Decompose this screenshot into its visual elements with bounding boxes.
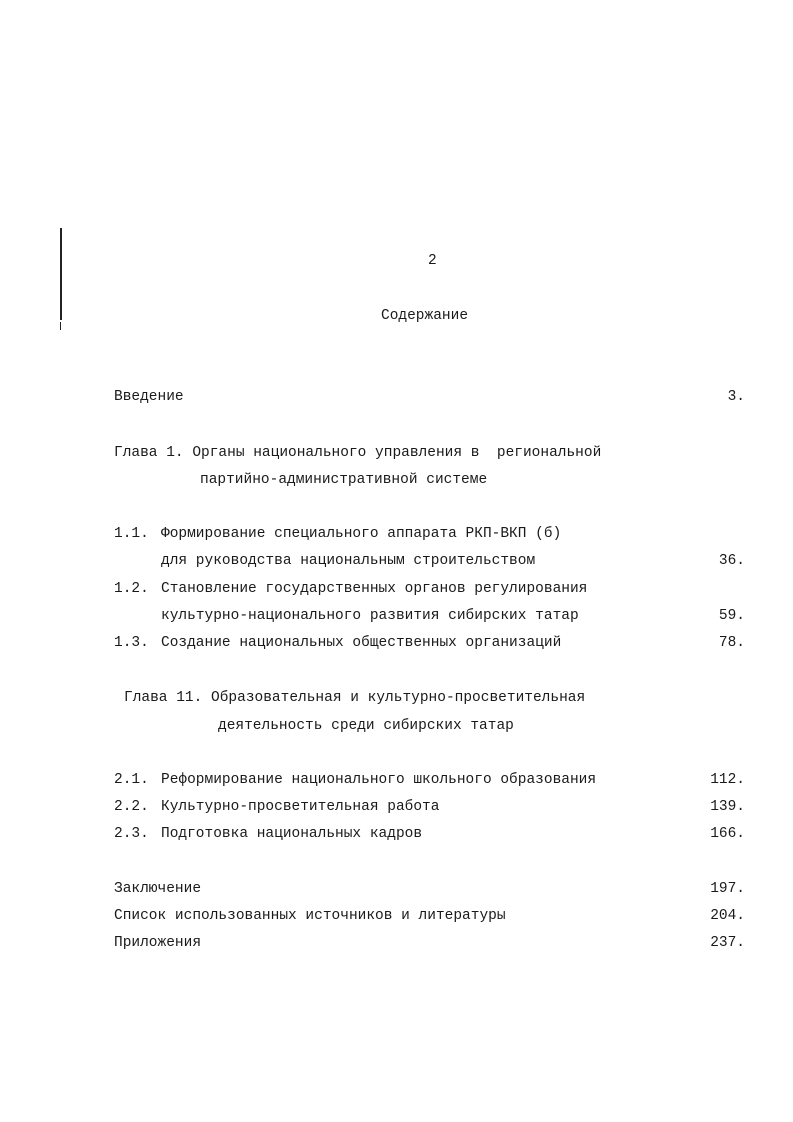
page-number: 2 [428, 253, 437, 269]
toc-intro-page: 3. [727, 389, 745, 405]
toc-intro-label: Введение [114, 389, 184, 405]
toc-item-number: 2.1. [114, 772, 149, 788]
toc-item-title: Культурно-просветительная работа [161, 799, 440, 815]
toc-sources-label: Список использованных источников и литературы [114, 908, 506, 924]
toc-item-title: Подготовка национальных кадров [161, 826, 423, 842]
toc-item-page: 36. [718, 553, 745, 569]
chapter2-title: Глава 11. Образовательная и культурно-просветительная [124, 690, 586, 706]
toc-item-page: 166. [710, 826, 745, 842]
toc-item-number: 1.1. [114, 526, 149, 542]
chapter1-title: Глава 1. Органы национального управления в региональной [114, 445, 602, 461]
chapter2-title-cont: деятельность среди сибирских татар [218, 718, 514, 734]
toc-conclusion-page: 197. [710, 881, 745, 897]
toc-conclusion-label: Заключение [114, 881, 202, 897]
toc-item-page: 139. [710, 799, 745, 815]
toc-item-page: 112. [710, 772, 745, 788]
toc-item-title: Реформирование национального школьного образования [161, 772, 597, 788]
margin-mark-small [60, 322, 61, 330]
toc-item-title: Становление государственных органов регулирования [161, 581, 588, 597]
toc-item-page: 59. [718, 608, 745, 624]
toc-item-number: 1.2. [114, 581, 149, 597]
margin-mark [60, 228, 62, 320]
toc-item-title-cont: для руководства национальным строительством [161, 553, 536, 569]
toc-item-title-cont: культурно-национального развития сибирских татар [161, 608, 579, 624]
chapter1-title-cont: партийно-административной системе [200, 472, 488, 488]
toc-item-number: 1.3. [114, 635, 149, 651]
toc-item-title: Создание национальных общественных организаций [161, 635, 562, 651]
toc-item-page: 78. [718, 635, 745, 651]
toc-sources-page: 204. [710, 908, 745, 924]
toc-appendix-page: 237. [710, 935, 745, 951]
page-title: Содержание [381, 308, 469, 324]
toc-appendix-label: Приложения [114, 935, 202, 951]
toc-item-number: 2.2. [114, 799, 149, 815]
toc-item-title: Формирование специального аппарата РКП-ВКП (б) [161, 526, 562, 542]
toc-item-number: 2.3. [114, 826, 149, 842]
